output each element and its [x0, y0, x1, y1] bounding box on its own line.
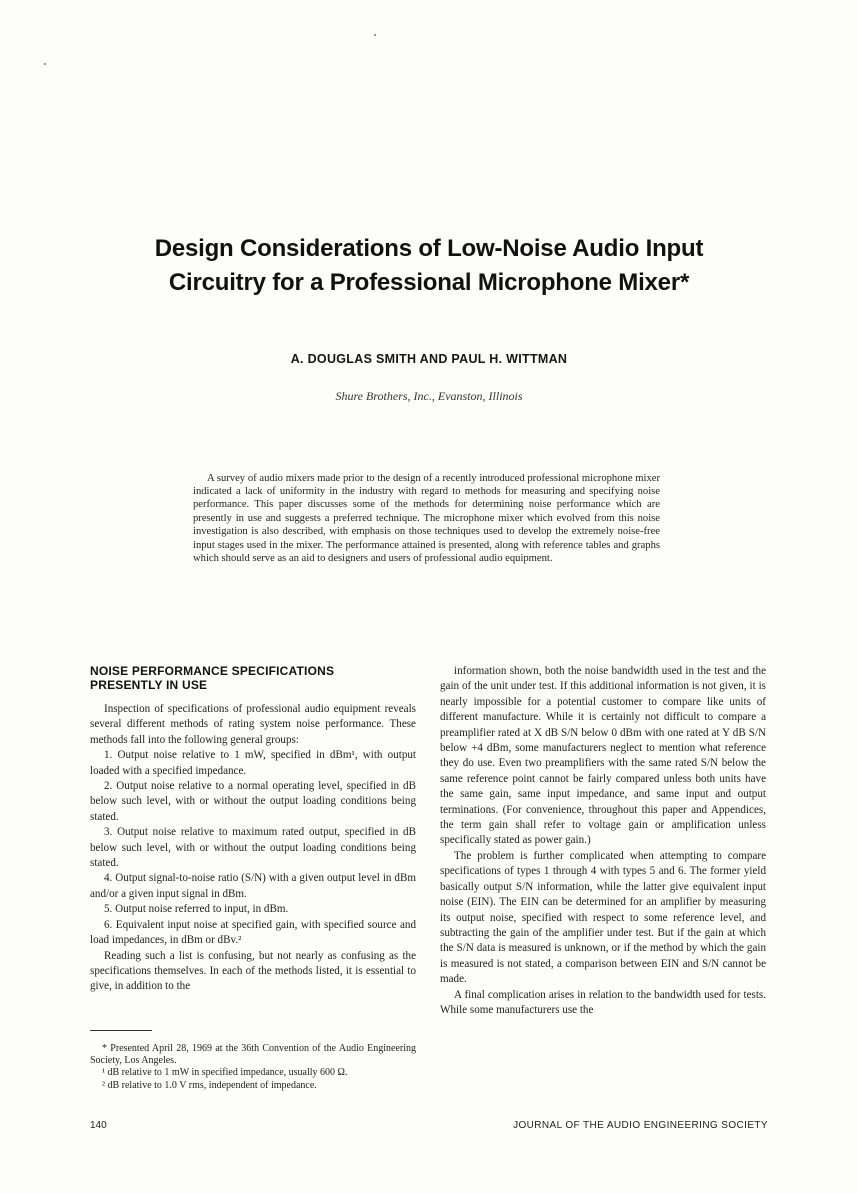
left-column: [90, 664, 416, 995]
list-item: 5. Output noise referred to input, in dBm.: [104, 903, 289, 916]
paragraph: information shown, both the noise bandwidth used in the test and the gain of the unit under test. If this additional information is not given, it is nearly impossible for a potential customer to compare like units of different manufacture. While it is certainly not difficult to compare a preamplifier rated at X dB S/N below 0 dBm with one rated at Y dB S/N below +4 dBm, some manufacturers neglect to mention what reference they do use. Even two preamplifiers with the same rated S/N below the same reference point cannot be fairly compared unless both units have the same gain, same input impedance, and same input and output terminations. (For convenience, throughout this paper and Appendices, the term gain shall refer to voltage gain or amplification unless specifically stated as power gain.): [440, 665, 766, 847]
list-item: 3. Output noise relative to maximum rated output, specified in dB below such level, with or without the output loading conditions being stated.: [90, 826, 416, 870]
scan-speck: [44, 63, 46, 65]
title-line-2: Circuitry for a Professional Microphone Mixer*: [168, 269, 690, 296]
affiliation: Shure Brothers, Inc., Evanston, Illinois: [335, 389, 523, 403]
page-number: 140: [90, 1120, 107, 1131]
list-item: 6. Equivalent input noise at specified gain, with specified source and load impedances, in dBm or dBv.²: [90, 918, 416, 947]
abstract: A survey of audio mixers made prior to the design of a recently introduced professional microphone mixer indicated a lack of uniformity in the industry with regard to methods for measuring and specifying noise performance. This paper discusses some of the methods for determining noise performance which are presently in use and suggests a preferred technique. The microphone mixer which evolved from this noise investigation is also described, with emphasis on those techniques used to develop the extremely noise-free input stages used in the mixer. The performance attained is presented, along with reference tables and graphs which should serve as an aid to designers and users of professional audio equipment.: [193, 472, 660, 565]
paragraph: Inspection of specifications of professional audio equipment reveals several different methods of rating system noise performance. These methods fall into the following general groups:: [90, 703, 416, 746]
paragraph: A final complication arises in relation to the bandwidth used for tests. While some manufacturers use the: [440, 988, 766, 1016]
section-heading-line-2: PRESENTLY IN USE: [90, 678, 208, 692]
article-title: [0, 232, 858, 300]
paragraph: The problem is further complicated when attempting to compare specifications of types 1 through 4 with types 5 and 6. The former yield basically output S/N information, while the latter give equivalent input noise (EIN). The EIN can be determined for an amplifier by measuring its output noise, specified with respect to some reference level, and subtracting the gain of the amplifier under test. But if the gain at which the S/N data is measured is unknown, or if the method by which the gain is measured is not stated, a comparison between EIN and S/N cannot be made.: [440, 849, 766, 986]
list-item: 4. Output signal-to-noise ratio (S/N) with a given output level in dBm and/or a given input signal in dBm.: [90, 872, 416, 900]
authors: A. DOUGLAS SMITH AND PAUL H. WITTMAN: [290, 352, 568, 366]
section-heading: [90, 664, 416, 692]
scan-speck: [374, 34, 376, 36]
right-column: [440, 664, 766, 1018]
list-item: 1. Output noise relative to 1 mW, specified in dBm¹, with output loaded with a specified impedance.: [90, 749, 416, 777]
footnote-rule: [90, 1030, 152, 1031]
footnote: ² dB relative to 1.0 V rms, independent of impedance.: [102, 1079, 317, 1091]
footnote: * Presented April 28, 1969 at the 36th Convention of the Audio Engineering Society, Los Angeles.: [90, 1043, 416, 1066]
journal-footer: JOURNAL OF THE AUDIO ENGINEERING SOCIETY: [513, 1120, 768, 1131]
footnote: ¹ dB relative to 1 mW in specified impedance, usually 600 Ω.: [102, 1067, 348, 1079]
list-item: 2. Output noise relative to a normal operating level, specified in dB below such level, with or without the output loading conditions being stated.: [90, 780, 416, 823]
title-line-1: Design Considerations of Low-Noise Audio Input: [154, 235, 704, 262]
section-heading-line-1: NOISE PERFORMANCE SPECIFICATIONS: [90, 664, 335, 678]
footnotes: [90, 1030, 416, 1092]
paragraph: Reading such a list is confusing, but not nearly as confusing as the specifications themselves. In each of the methods listed, it is essential to give, in addition to the: [90, 949, 416, 993]
